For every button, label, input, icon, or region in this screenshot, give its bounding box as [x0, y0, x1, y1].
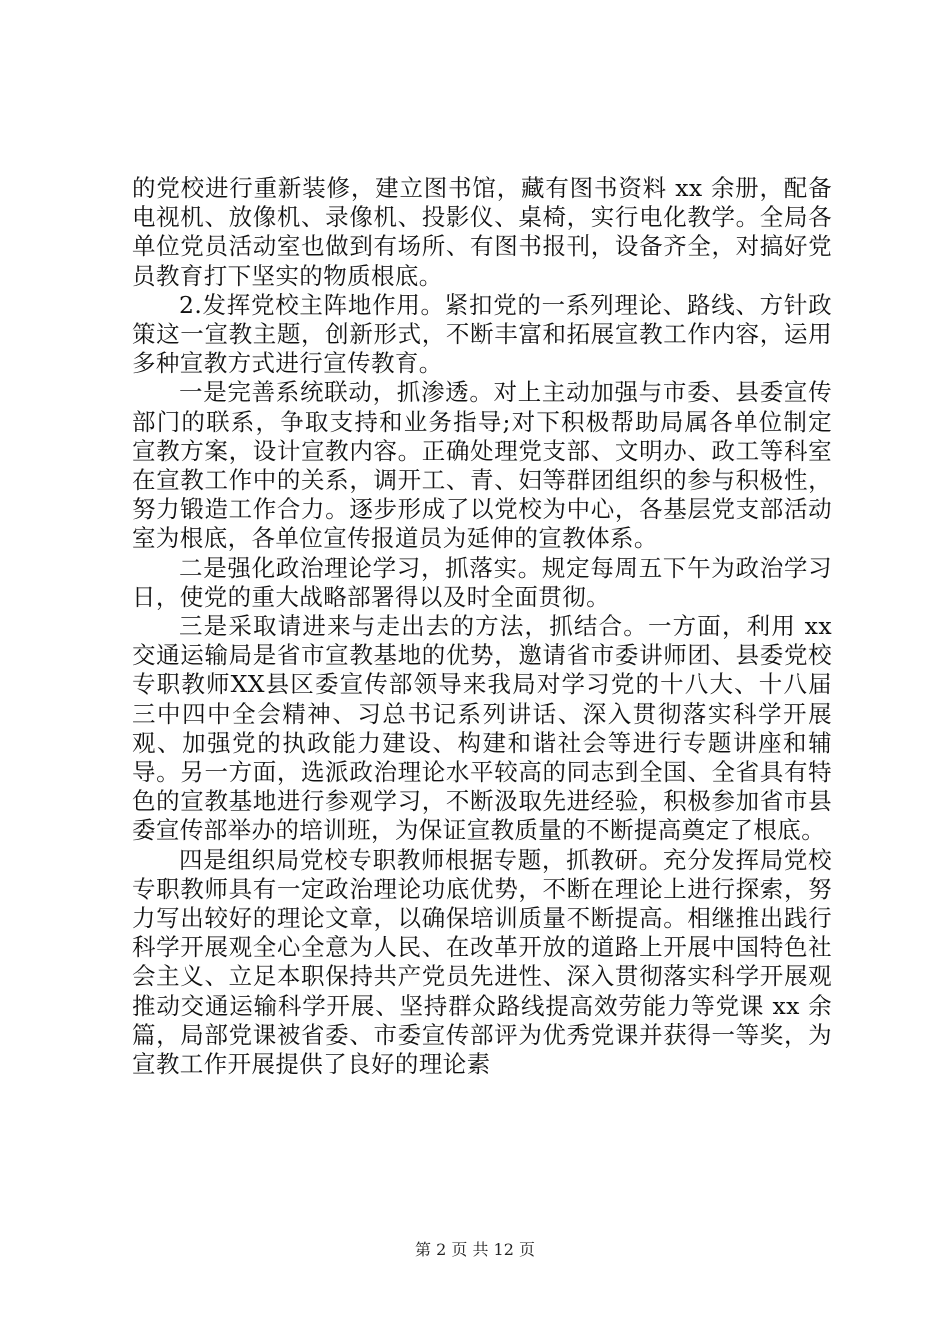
document-body	[132, 174, 832, 1079]
paragraph-4: 二是强化政治理论学习，抓落实。规定每周五下午为政治学习日，使党的重大战略部署得以及时全面贯彻。	[132, 553, 832, 611]
paragraph-1: 的党校进行重新装修，建立图书馆，藏有图书资料 xx 余册，配备电视机、放像机、录像机、投影仪、桌椅，实行电化教学。全局各单位党员活动室也做到有场所、有图书报刊，设备齐全，对搞好党员教育打下坚实的物质根底。	[132, 174, 832, 290]
paragraph-5: 三是采取请进来与走出去的方法，抓结合。一方面，利用 xx 交通运输局是省市宣教基地的优势，邀请省市委讲师团、县委党校专职教师XX县区委宣传部领导来我局对学习党的十八大、十八届三中四中全会精神、习总书记系列讲话、深入贯彻落实科学开展观、加强党的执政能力建设、构建和谐社会等进行专题讲座和辅导。另一方面，选派政治理论水平较高的同志到全国、全省具有特色的宣教基地进行参观学习，不断汲取先进经验，积极参加省市县委宣传部举办的培训班，为保证宣教质量的不断提高奠定了根底。	[132, 612, 832, 845]
page-number-label: 第 2 页 共 12 页	[415, 1240, 535, 1259]
paragraph-3: 一是完善系统联动，抓渗透。对上主动加强与市委、县委宣传部门的联系，争取支持和业务指导;对下积极帮助局属各单位制定宣教方案，设计宣教内容。正确处理党支部、文明办、政工等科室在宣教工作中的关系，调开工、青、妇等群团组织的参与积极性，努力锻造工作合力。逐步形成了以党校为中心，各基层党支部活动室为根底，各单位宣传报道员为延伸的宣教体系。	[132, 378, 832, 553]
page-footer	[0, 1240, 950, 1260]
paragraph-6: 四是组织局党校专职教师根据专题，抓教研。充分发挥局党校专职教师具有一定政治理论功底优势，不断在理论上进行探索，努力写出较好的理论文章，以确保培训质量不断提高。相继推出践行科学开展观全心全意为人民、在改革开放的道路上开展中国特色社会主义、立足本职保持共产党员先进性、深入贯彻落实科学开展观推动交通运输科学开展、坚持群众路线提高效劳能力等党课 xx 余篇，局部党课被省委、市委宣传部评为优秀党课并获得一等奖，为宣教工作开展提供了良好的理论素	[132, 845, 832, 1079]
paragraph-2: 2.发挥党校主阵地作用。紧扣党的一系列理论、路线、方针政策这一宣教主题，创新形式，不断丰富和拓展宣教工作内容，运用多种宣教方式进行宣传教育。	[132, 290, 832, 378]
